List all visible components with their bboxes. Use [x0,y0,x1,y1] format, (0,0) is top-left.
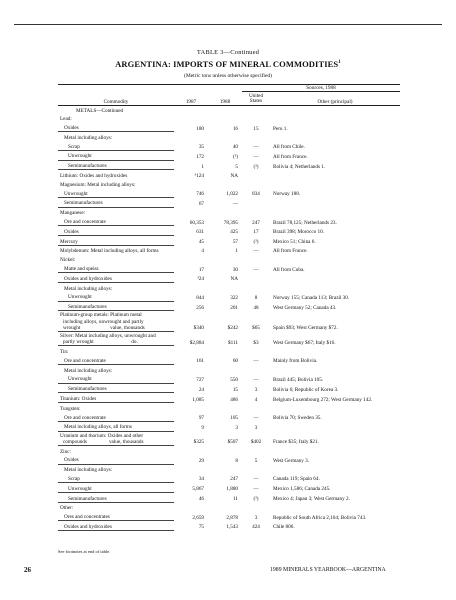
commodity-cell: Tin: [60,349,69,356]
united-states-header: United States [242,92,270,106]
title-footnote-mark: 1 [338,60,341,66]
table-row [58,207,400,216]
value-1987-cell: 46 [198,496,204,503]
value-1987-cell: 256 [196,304,204,311]
other-sources-cell: All from France. [273,153,308,160]
table-row [58,132,400,141]
united-states-cell: 15 [253,125,259,132]
united-states-cell [242,403,270,412]
other-sources-cell: West Germany 52; Canada 43. [273,304,337,311]
value-1988-cell [208,464,242,473]
value-1987-cell [174,255,208,264]
value-1988-cell: 1 [235,248,238,255]
united-states-cell: 48 [253,304,259,311]
table-row [58,216,400,225]
united-states-cell: — [253,144,259,151]
united-states-cell: — [253,476,259,483]
commodity-line: partly wrought do. [63,339,138,346]
united-states-cell: 5 [254,457,258,464]
other-sources-cell [270,346,400,355]
table-row [58,464,400,473]
united-states-cell: 3 [254,386,258,393]
united-states-cell [242,365,270,374]
other-sources-cell: West Germany 3. [273,457,310,464]
table-row [58,374,400,383]
value-1988-cell: 15 [232,386,238,393]
value-1988-cell: 247 [230,476,238,483]
value-1987-cell: 29 [198,457,204,464]
commodity-cell: Semimanufactures [58,383,174,393]
value-1988-cell: 11 [233,496,238,503]
value-1987-cell: 5,867 [192,486,204,493]
value-1988-cell: NA [230,276,238,283]
value-1988-cell [208,255,242,264]
commodity-cell: Oxides [58,123,174,132]
other-sources-cell: Bolivia 70; Sweden 35. [273,415,322,422]
value-1988-cell [208,502,242,511]
value-1988-cell: 16 [232,125,238,132]
united-states-cell: 3 [254,514,258,521]
commodity-cell: Scrap [58,473,174,482]
commodity-cell: Unwrought [58,188,174,197]
table-body [58,105,400,530]
other-sources-cell [270,403,400,412]
table-row [58,355,400,364]
united-states-cell: — [253,248,259,255]
value-1987-cell [174,365,208,374]
value-1987-cell: 727 [196,376,204,383]
united-states-cell: — [253,376,259,383]
table-row [58,311,400,332]
commodity-cell: Semimanufactures [58,197,174,207]
value-1988-cell: $507 [227,439,238,446]
value-1987-cell [174,502,208,511]
table-title-text: ARGENTINA: IMPORTS OF MINERAL COMMODITIES [115,59,339,69]
section-row [58,105,400,114]
table-row [58,255,400,264]
commodity-cell: Oxides and hydroxides [58,521,174,531]
table-row [58,483,400,493]
commodity-cell: Magnesium: Metal including alloys: [60,181,136,188]
commodity-cell: Oxides [58,455,174,464]
table-row [58,393,400,403]
commodity-line: wrought value, thousands [63,324,145,331]
united-states-cell: — [253,415,259,422]
commodity-cell: Semimanufactures [58,492,174,502]
value-1988-cell [208,132,242,141]
value-1988-cell: 550 [230,376,238,383]
value-1987-cell [174,403,208,412]
top-rule [14,24,442,25]
value-1988-cell: $242 [227,325,238,332]
value-1987-cell: 161 [196,358,204,365]
sources-header: Sources, 1988 [242,85,400,92]
imports-table [58,84,400,531]
value-1987-cell: 1 [201,163,204,170]
value-1987-cell: 1,085 [192,396,204,403]
commodity-cell: Oxides and hydroxides [58,273,174,283]
united-states-cell: 247 [252,219,260,226]
value-1988-cell: 30 [232,266,238,273]
united-states-cell: — [253,486,259,493]
commodity-cell: Titanium: Oxides [58,393,174,403]
table-row [58,114,400,123]
united-states-cell [242,132,270,141]
table-row [58,160,400,170]
united-states-cell: 424 [252,524,260,531]
commodity-cell: Scrap [58,141,174,150]
united-states-cell [242,114,270,123]
commodity-cell: Unwrought [58,483,174,493]
other-sources-cell: Brazil 78,125; Netherlands 23. [273,219,337,226]
united-states-cell: — [253,153,259,160]
commodity-cell: Matte and speiss [58,263,174,272]
table-header [58,85,400,106]
units-note: (Metric tons unless otherwise specified) [184,73,272,79]
value-1988-cell: 60 [232,358,238,365]
value-1987-cell [174,132,208,141]
other-sources-cell [270,179,400,188]
commodity-cell: Metal including alloys: [64,367,113,374]
united-states-cell: 3 [254,424,258,431]
united-states-cell: (²) [253,163,259,170]
value-1988-cell: 57 [232,239,238,246]
other-sources-cell [270,502,400,511]
commodity-cell: Manganese: [60,210,86,217]
united-states-cell: $3 [253,339,259,346]
united-states-cell [242,273,270,283]
commodity-cell [58,332,174,346]
value-1988-cell: 78,395 [223,219,238,226]
commodity-cell: Other: [60,505,74,512]
value-1987-cell: $340 [193,325,204,332]
table-row [58,332,400,346]
page-number: 26 [24,566,31,574]
value-1987-cell: 60,353 [189,219,204,226]
commodity-cell: Ores and concentrates [58,512,174,521]
commodity-line: including alloys, unwrought and partly [63,318,144,325]
united-states-cell [242,445,270,454]
united-states-cell: 834 [252,191,260,198]
commodity-cell: Semimanufactures [58,160,174,170]
commodity-line: compounds value, thousands [63,438,144,445]
commodity-cell: Lead: [60,116,72,123]
other-sources-cell: Peru 1. [273,125,288,132]
value-1987-cell: 172 [196,153,204,160]
table-row [58,170,400,179]
commodity-cell: Oxides [58,226,174,236]
other-sources-cell: Brazil 445; Bolivia 105. [273,376,324,383]
table-row [58,403,400,412]
value-1987-cell: $325 [193,439,204,446]
commodity-line: Uranium and thorium: Oxides and other [60,432,144,439]
united-states-cell [242,179,270,188]
table-row [58,383,400,393]
value-1987-cell: 631 [196,229,204,236]
other-sources-header: Other (principal) [270,92,400,106]
commodity-cell: Molybdenum: Metal including alloys, all forms [60,248,159,255]
footnote-reference: See footnotes at end of table. [58,549,111,554]
year-1987-header: 1987 [174,92,208,106]
other-sources-cell: All from Chile. [273,144,305,151]
table-row [58,188,400,197]
value-1988-cell [208,179,242,188]
commodity-cell [58,431,174,445]
table-row [58,179,400,188]
value-1988-cell: 425 [230,229,238,236]
value-1988-cell [208,445,242,454]
united-states-cell: 4 [254,396,258,403]
other-sources-cell: Belgium-Luxembourg 272; West Germany 142. [273,396,373,403]
commodity-cell: Metal including alloys, all forms [58,421,174,431]
united-states-cell [242,197,270,207]
table-row [58,431,400,445]
value-1987-cell [174,179,208,188]
other-sources-cell [270,197,400,207]
value-1988-cell: 40 [232,144,238,151]
commodity-cell: Zinc: [60,448,71,455]
united-states-cell [242,464,270,473]
table-row [58,455,400,464]
commodity-cell: Ore and concentrate [58,216,174,225]
united-states-cell: (²) [253,239,259,246]
value-1988-cell [208,346,242,355]
united-states-cell [242,502,270,511]
table-row [58,292,400,301]
value-1988-cell [208,207,242,216]
other-sources-cell: France $35; Italy $21. [273,439,319,446]
commodity-cell: Unwrought [58,374,174,383]
value-1987-cell [174,346,208,355]
value-1987-cell [174,114,208,123]
other-sources-cell [270,283,400,292]
commodity-cell: Nickel: [60,257,76,264]
commodity-cell: Metal including alloys: [64,134,113,141]
commodity-cell: Metal including alloys: [64,467,113,474]
value-1987-cell: 35 [198,144,204,151]
commodity-cell: Tungsten: [60,405,81,412]
table-row [58,263,400,272]
other-sources-cell: Bolivia 6; Republic of Korea 3. [273,386,339,393]
table-row [58,283,400,292]
commodity-line: Silver: Metal including alloys, unwrought and [60,333,156,340]
table-row [58,445,400,454]
united-states-cell: $65 [252,325,260,332]
value-1987-cell [174,283,208,292]
value-1987-cell: 2,659 [192,514,204,521]
table-row [58,150,400,160]
value-1988-cell: 5 [235,163,238,170]
running-footer: 1989 MINERALS YEARBOOK—ARGENTINA [270,567,386,573]
united-states-cell: — [253,266,259,273]
table-row [58,245,400,254]
other-sources-cell [270,207,400,216]
value-1988-cell: 2,878 [226,514,238,521]
table-label: TABLE 3—Continued [196,49,260,56]
commodity-cell: Ore and concentrate [58,355,174,364]
other-sources-cell: Mainly from Bolivia. [273,358,318,365]
other-sources-cell [270,273,400,283]
header-row-1 [58,85,400,92]
section-label: METALS—Continued [76,107,124,114]
value-1988-cell: $111 [228,339,238,346]
other-sources-cell: Canada 119; Spain 64. [273,476,320,483]
value-1988-cell: 1,543 [226,524,238,531]
value-1988-cell: 3 [235,424,238,431]
table-row [58,301,400,311]
other-sources-cell: Chile 806. [273,524,295,531]
other-sources-cell: All from France. [273,248,308,255]
value-1987-cell: ³24 [197,276,204,283]
other-sources-cell: West Germany $67; Italy $16. [273,339,336,346]
united-states-cell [242,346,270,355]
year-1988-header: 1988 [208,92,242,106]
value-1988-cell [208,114,242,123]
value-1988-cell [208,365,242,374]
value-1987-cell: 97 [198,415,204,422]
commodity-cell: Unwrought [58,150,174,160]
table-row [58,512,400,521]
value-1987-cell: 844 [196,294,204,301]
value-1988-cell: 201 [230,304,238,311]
value-1987-cell [174,445,208,454]
table-row [58,273,400,283]
value-1987-cell: 34 [198,476,204,483]
other-sources-cell [270,464,400,473]
commodity-cell [58,311,174,332]
value-1987-cell: 180 [196,125,204,132]
united-states-cell [242,255,270,264]
value-1987-cell [174,464,208,473]
value-1988-cell: 1,022 [226,191,238,198]
value-1988-cell [208,403,242,412]
commodity-line: Platinum-group metals: Platinum metal [60,312,142,319]
table-title [0,59,456,69]
header-row-2 [58,92,400,106]
table-row [58,473,400,482]
other-sources-cell: Brazil 398; Morocco 10. [273,229,324,236]
other-sources-cell [270,365,400,374]
commodity-cell: Unwrought [58,292,174,301]
commodity-cell: Metal including alloys: [64,285,113,292]
value-1987-cell: 9 [201,424,204,431]
value-1988-cell: 105 [230,415,238,422]
table-row [58,123,400,132]
other-sources-cell [270,114,400,123]
value-1988-cell: 322 [230,294,238,301]
united-states-cell [242,170,270,179]
commodity-cell: Ore and concentrate [58,412,174,421]
united-states-cell: (²) [253,496,259,503]
other-sources-cell: Republic of South Africa 2,104; Bolivia 743. [273,514,367,521]
other-sources-cell [270,170,400,179]
value-1988-cell: — [232,200,238,207]
value-1988-cell: (²) [232,153,238,160]
other-sources-cell: Mexico 4; Japan 3; West Germany 2. [273,496,350,503]
table-row [58,412,400,421]
united-states-cell [242,207,270,216]
value-1988-cell: NA [230,173,238,180]
table-row [58,521,400,531]
value-1987-cell: ³124 [194,173,204,180]
value-1987-cell [174,207,208,216]
other-sources-cell: Spain $93; West Germany $72. [273,325,338,332]
value-1988-cell: 1,880 [226,486,238,493]
table-row [58,141,400,150]
other-sources-cell: Mexico 51; China 6. [273,239,316,246]
commodity-cell: Lithium: Oxides and hydroxides [60,173,128,180]
value-1987-cell: 67 [198,200,204,207]
united-states-cell: 8 [254,294,258,301]
united-states-cell [242,283,270,292]
table-row [58,346,400,355]
commodity-cell: Semimanufactures [58,301,174,311]
commodity-cell: Mercury [58,236,174,246]
value-1987-cell: 75 [198,524,204,531]
table-row [58,365,400,374]
value-1987-cell: 17 [198,266,204,273]
other-sources-cell: Bolivia 4; Netherlands 1. [273,163,326,170]
other-sources-cell: Norway 155; Canada 113; Brazil 30. [273,294,350,301]
table-row [58,226,400,236]
value-1988-cell [208,283,242,292]
other-sources-cell [270,421,400,431]
other-sources-cell: Mexico 1,586; Canada 245. [273,486,331,493]
value-1988-cell: 486 [230,396,238,403]
value-1988-cell: 8 [235,457,238,464]
other-sources-cell: Norway 188. [273,191,301,198]
other-sources-cell [270,445,400,454]
table-row [58,236,400,246]
value-1987-cell: 4 [201,248,204,255]
value-1987-cell: 746 [196,191,204,198]
united-states-cell: 17 [253,229,259,236]
other-sources-cell: All from Cuba. [273,266,305,273]
value-1987-cell: $2,884 [189,339,204,346]
table-row [58,492,400,502]
table-row [58,197,400,207]
other-sources-cell [270,132,400,141]
united-states-cell: — [253,358,259,365]
commodity-header: Commodity [58,92,174,106]
value-1987-cell: 45 [198,239,204,246]
value-1987-cell: 24 [198,386,204,393]
table-row [58,502,400,511]
table-row [58,421,400,431]
united-states-cell: $402 [250,439,262,446]
other-sources-cell [270,255,400,264]
